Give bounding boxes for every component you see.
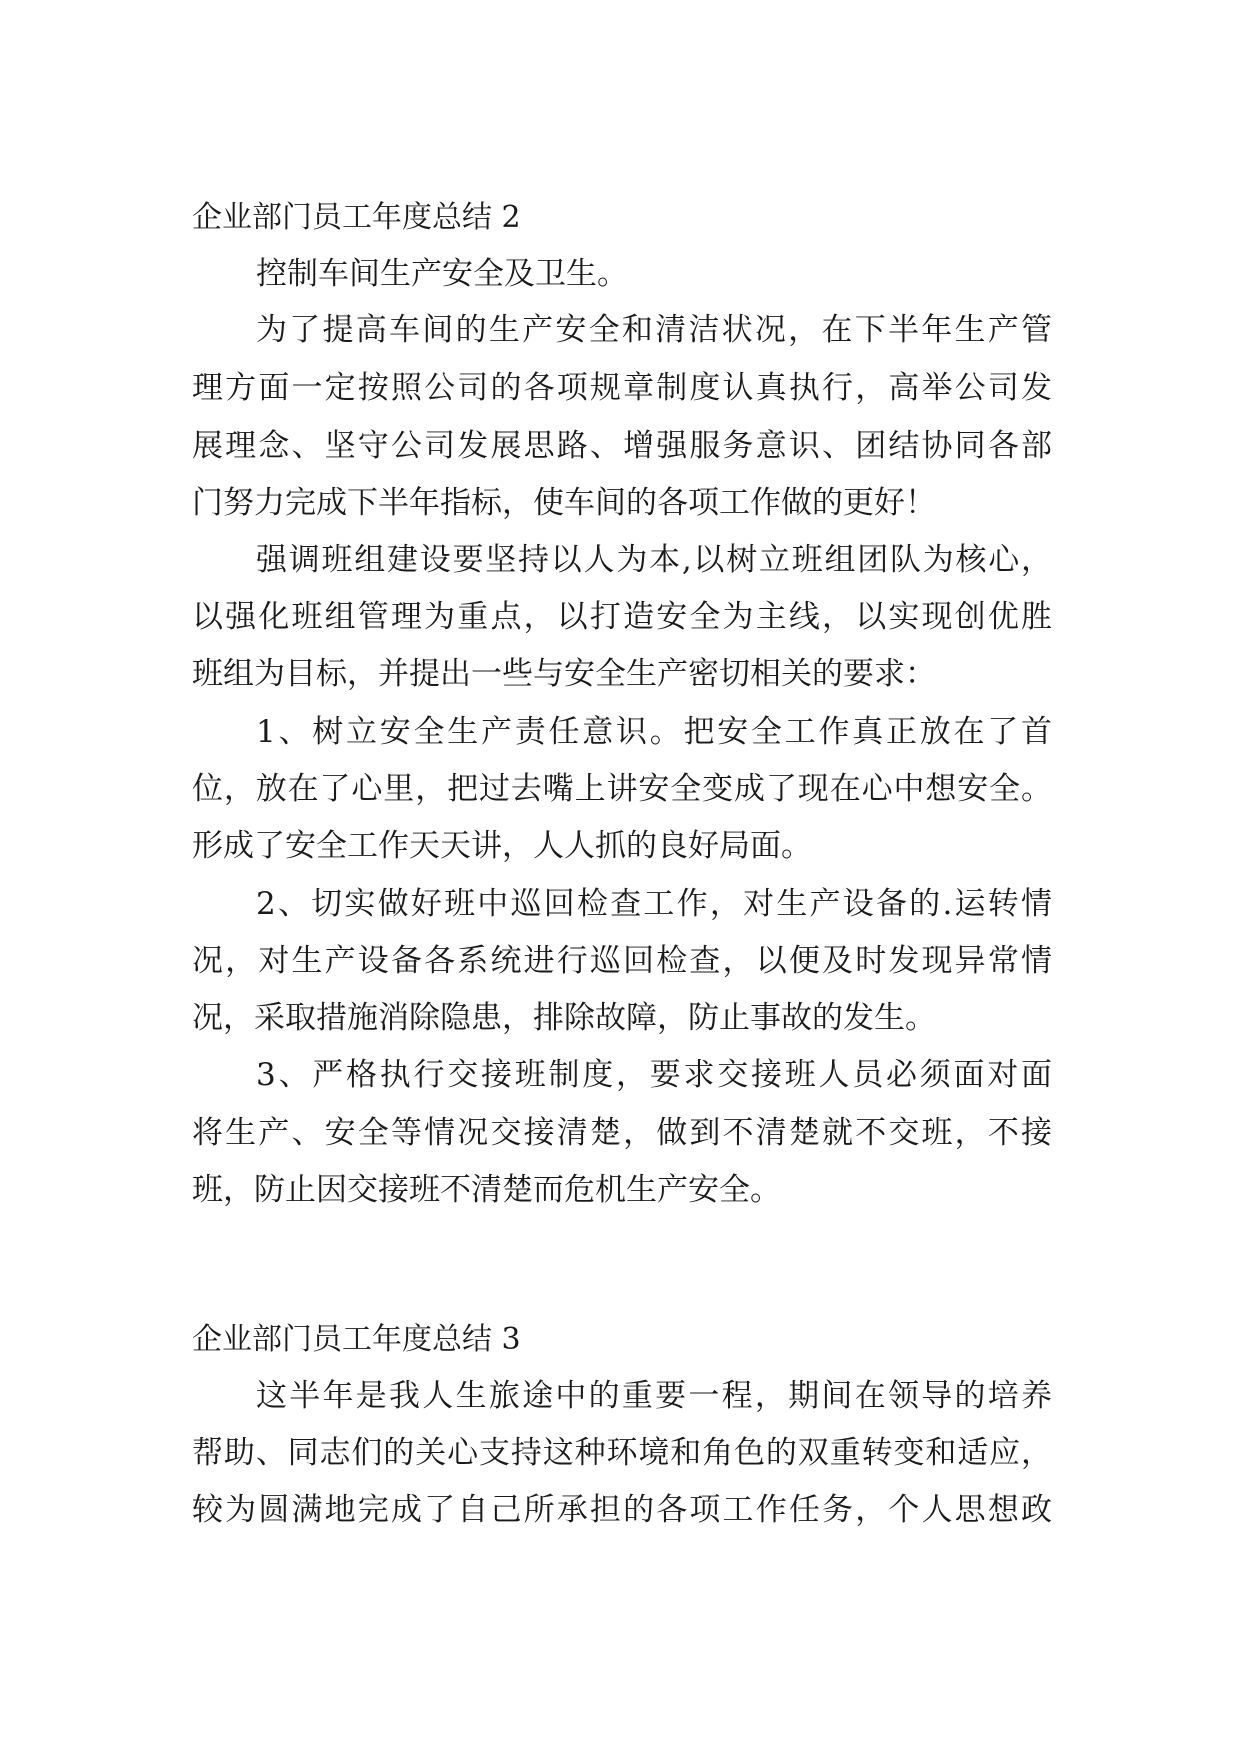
section-heading-2: 企业部门员工年度总结 2 xyxy=(192,200,521,235)
paragraph-line: 这半年是我人生旅途中的重要一程，期间在领导的培养 xyxy=(256,1378,1052,1414)
paragraph-line: 控制车间生产安全及卫生。 xyxy=(256,256,628,292)
paragraph-line: 班组为目标，并提出一些与安全生产密切相关的要求： xyxy=(192,656,936,692)
paragraph-line: 1、树立安全生产责任意识。把安全工作真正放在了首 xyxy=(256,714,1052,750)
paragraph-line: 以强化班组管理为重点，以打造安全为主线，以实现创优胜 xyxy=(192,599,1052,635)
paragraph-line: 将生产、安全等情况交接清楚，做到不清楚就不交班，不接 xyxy=(192,1115,1052,1151)
paragraph-line: 强调班组建设要坚持以人为本,以树立班组团队为核心， xyxy=(256,542,1052,578)
paragraph-line: 班，防止因交接班不清楚而危机生产安全。 xyxy=(192,1172,781,1208)
paragraph-line: 帮助、同志们的关心支持这种环境和角色的双重转变和适应， xyxy=(192,1435,1052,1471)
section-heading-3: 企业部门员工年度总结 3 xyxy=(192,1322,521,1357)
paragraph-line: 为了提高车间的生产安全和清洁状况，在下半年生产管 xyxy=(256,312,1052,348)
paragraph-line: 形成了安全工作天天讲，人人抓的良好局面。 xyxy=(192,828,812,864)
paragraph-line: 况，对生产设备各系统进行巡回检查，以便及时发现异常情 xyxy=(192,943,1052,979)
paragraph-line: 门努力完成下半年指标，使车间的各项工作做的更好！ xyxy=(192,485,936,521)
paragraph-line: 较为圆满地完成了自己所承担的各项工作任务，个人思想政 xyxy=(192,1492,1052,1528)
paragraph-line: 位，放在了心里，把过去嘴上讲安全变成了现在心中想安全。 xyxy=(192,771,1052,807)
paragraph-line: 3、严格执行交接班制度，要求交接班人员必须面对面 xyxy=(256,1057,1052,1093)
paragraph-line: 理方面一定按照公司的各项规章制度认真执行，高举公司发 xyxy=(192,370,1052,406)
paragraph-line: 2、切实做好班中巡回检查工作，对生产设备的.运转情 xyxy=(256,886,1052,922)
paragraph-line: 况，采取措施消除隐患，排除故障，防止事故的发生。 xyxy=(192,1000,936,1036)
paragraph-line: 展理念、坚守公司发展思路、增强服务意识、团结协同各部 xyxy=(192,428,1052,464)
